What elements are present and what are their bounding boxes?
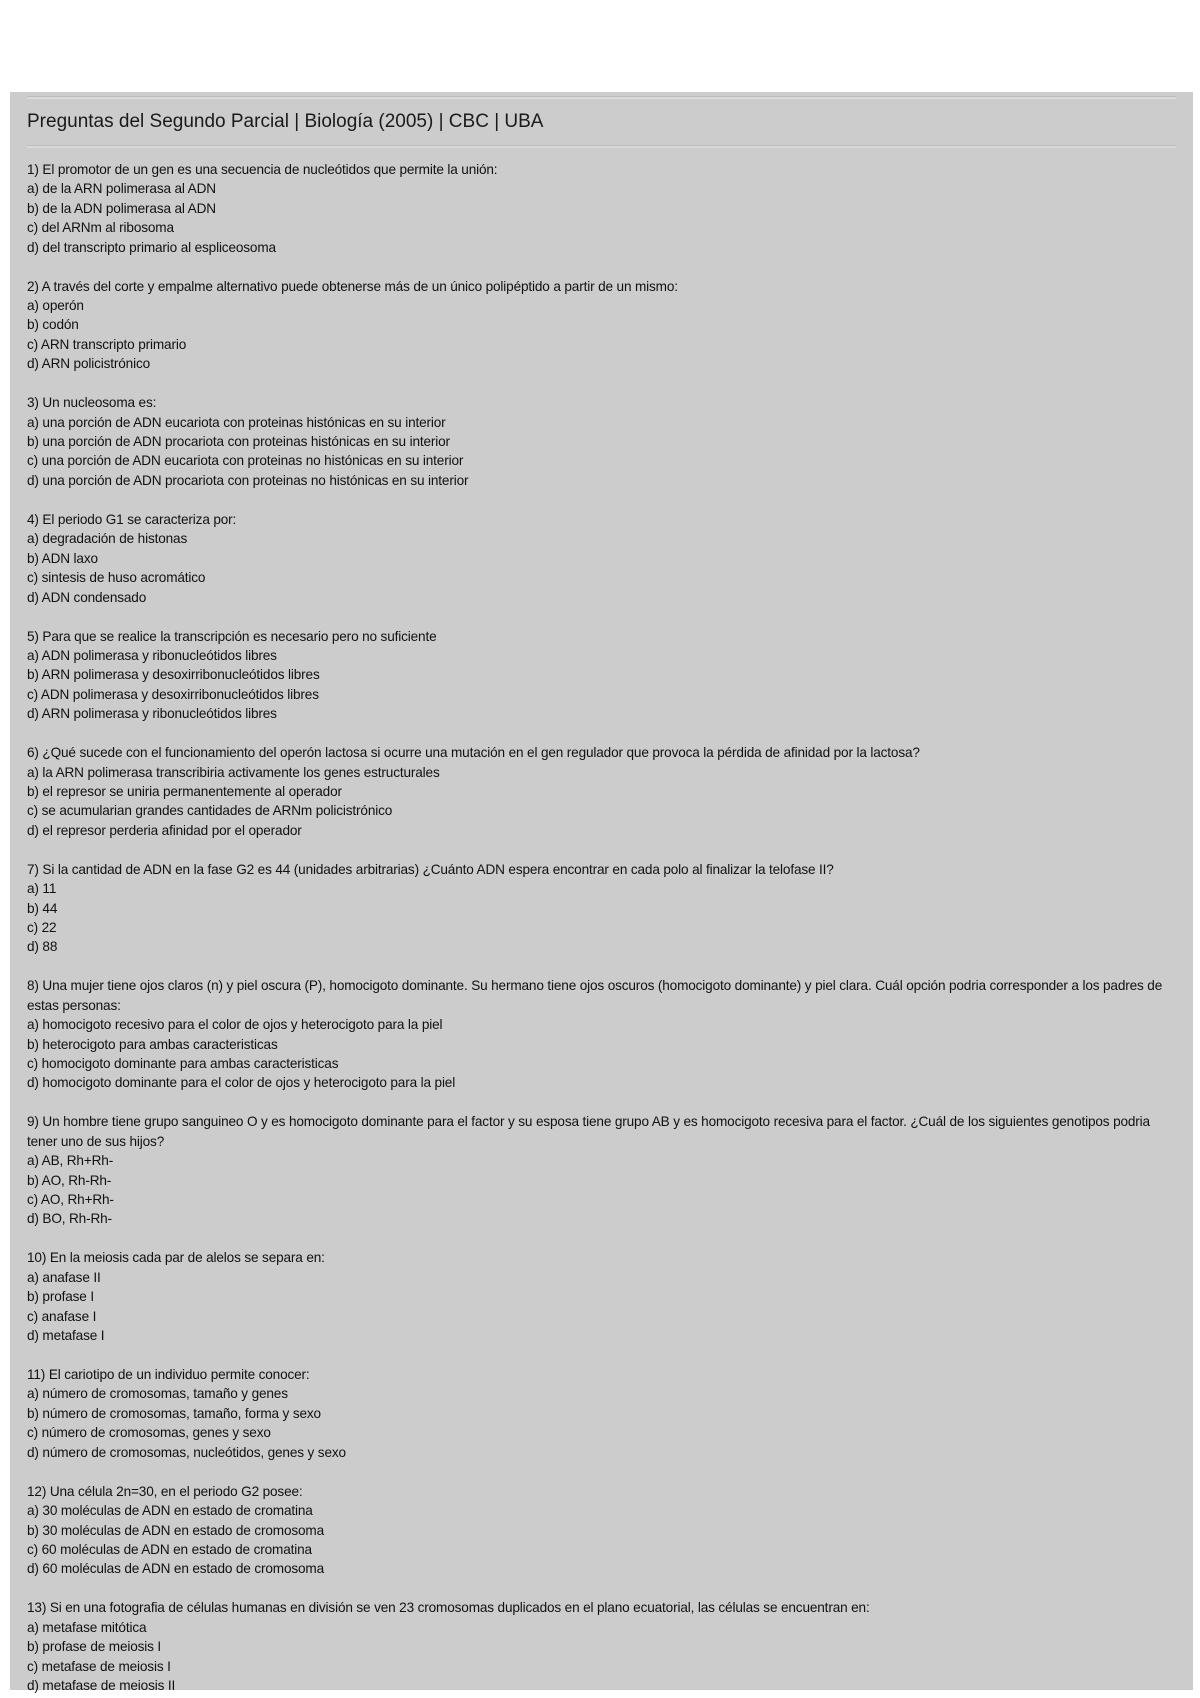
answer-option: c) anafase I (27, 1308, 97, 1324)
answer-option: b) ADN laxo (27, 550, 98, 566)
answer-option: a) metafase mitótica (27, 1619, 147, 1635)
answer-option: b) 44 (27, 900, 58, 916)
question-text: 9) Un hombre tiene grupo sanguineo O y es homocigoto dominante para el factor y su esposa tiene grupo AB y es homocigoto recesiva para el factor. ¿Cuál de los siguientes genotipos podria tener uno de sus hijos? (27, 1114, 1150, 1149)
page-title: Preguntas del Segundo Parcial | Biología (2005) | CBC | UBA (27, 111, 544, 132)
answer-options (27, 529, 1170, 607)
answer-option: a) operón (27, 298, 84, 314)
answer-option: d) ARN polimerasa y ribonucleótidos libres (27, 706, 277, 722)
answer-option: a) una porción de ADN eucariota con proteinas histónicas en su interior (27, 414, 446, 430)
answer-options (27, 646, 1170, 724)
answer-option: b) profase I (27, 1289, 94, 1305)
question-block (27, 160, 1176, 257)
question-text: 6) ¿Qué sucede con el funcionamiento del operón lactosa si ocurre una mutación en el gen regulador que provoca la pérdida de afinidad por la lactosa? (27, 745, 920, 761)
question-block (27, 860, 1176, 957)
answer-option: a) 11 (27, 881, 57, 897)
answer-option: c) 22 (27, 919, 57, 935)
answer-option: c) del ARNm al ribosoma (27, 220, 174, 236)
question-text: 13) Si en una fotografia de células humanas en división se ven 23 cromosomas duplicados en el plano ecuatorial, las células se encuentran en: (27, 1600, 870, 1616)
answer-option: d) una porción de ADN procariota con proteinas no histónicas en su interior (27, 472, 469, 488)
answer-option: c) número de cromosomas, genes y sexo (27, 1425, 271, 1441)
answer-options (27, 763, 1170, 841)
answer-option: d) BO, Rh-Rh- (27, 1211, 112, 1227)
answer-option: b) heterocigoto para ambas caracteristicas (27, 1036, 278, 1052)
answer-option: b) ARN polimerasa y desoxirribonucleótidos libres (27, 667, 320, 683)
answer-options (27, 179, 1170, 257)
answer-option: c) una porción de ADN eucariota con proteinas no histónicas en su interior (27, 453, 464, 469)
answer-option: c) AO, Rh+Rh- (27, 1192, 114, 1208)
answer-options (27, 1268, 1170, 1346)
answer-option: d) 60 moléculas de ADN en estado de cromosoma (27, 1561, 325, 1577)
answer-option: c) homocigoto dominante para ambas caracteristicas (27, 1056, 339, 1071)
answer-option: d) metafase I (27, 1328, 105, 1344)
question-block (27, 393, 1176, 490)
answer-option: d) número de cromosomas, nucleótidos, genes y sexo (27, 1444, 346, 1460)
answer-option: a) AB, Rh+Rh- (27, 1153, 114, 1169)
answer-options (27, 1015, 1170, 1093)
answer-option: a) ADN polimerasa y ribonucleótidos libres (27, 647, 277, 663)
question-block (27, 277, 1176, 374)
answer-options (27, 1384, 1170, 1462)
answer-option: d) homocigoto dominante para el color de ojos y heterocigoto para la piel (27, 1075, 456, 1091)
question-block (27, 1112, 1176, 1228)
document-panel (10, 92, 1193, 1693)
question-text: 5) Para que se realice la transcripción es necesario pero no suficiente (27, 628, 437, 644)
answer-options (27, 1501, 1170, 1579)
question-block (27, 743, 1176, 840)
question-block (27, 627, 1176, 724)
answer-option: b) codón (27, 317, 79, 333)
answer-option: b) AO, Rh-Rh- (27, 1172, 112, 1188)
answer-option: d) ADN condensado (27, 589, 147, 605)
answer-options (27, 413, 1170, 491)
answer-options (27, 296, 1170, 374)
answer-option: d) 88 (27, 939, 58, 955)
answer-option: c) metafase de meiosis I (27, 1658, 171, 1674)
question-text: 1) El promotor de un gen es una secuencia de nucleótidos que permite la unión: (27, 162, 498, 177)
answer-option: a) la ARN polimerasa transcribiria activamente los genes estructurales (27, 764, 440, 780)
answer-option: a) degradación de histonas (27, 531, 188, 547)
answer-option: d) el represor perderia afinidad por el operador (27, 822, 302, 838)
answer-option: d) del transcripto primario al espliceosoma (27, 239, 276, 255)
answer-options (27, 1151, 1170, 1229)
answer-option: b) una porción de ADN procariota con proteinas histónicas en su interior (27, 434, 450, 450)
question-text: 12) Una célula 2n=30, en el periodo G2 posee: (27, 1483, 303, 1499)
question-text: 3) Un nucleosoma es: (27, 395, 157, 411)
answer-option: a) anafase II (27, 1269, 101, 1285)
answer-option: a) de la ARN polimerasa al ADN (27, 181, 216, 197)
answer-options (27, 879, 1170, 957)
answer-option: a) homocigoto recesivo para el color de ojos y heterocigoto para la piel (27, 1017, 443, 1033)
answer-option: b) profase de meiosis I (27, 1639, 162, 1655)
question-block (27, 1365, 1176, 1462)
answer-option: a) 30 moléculas de ADN en estado de cromatina (27, 1503, 313, 1519)
answer-options (27, 1618, 1170, 1696)
answer-option: b) 30 moléculas de ADN en estado de cromosoma (27, 1522, 325, 1538)
answer-option: c) 60 moléculas de ADN en estado de cromatina (27, 1541, 312, 1557)
answer-option: b) número de cromosomas, tamaño, forma y sexo (27, 1405, 321, 1421)
answer-option: a) número de cromosomas, tamaño y genes (27, 1386, 288, 1402)
answer-option: d) ARN policistrónico (27, 356, 151, 372)
answer-option: c) ADN polimerasa y desoxirribonucleótidos libres (27, 686, 319, 702)
question-block (27, 1248, 1176, 1345)
question-text: 2) A través del corte y empalme alternativo puede obtenerse más de un único polipéptido a partir de un mismo: (27, 278, 678, 294)
question-block (27, 976, 1176, 1092)
question-text: 4) El periodo G1 se caracteriza por: (27, 511, 237, 527)
question-block (27, 510, 1176, 607)
question-text: 7) Si la cantidad de ADN en la fase G2 es 44 (unidades arbitrarias) ¿Cuánto ADN espera encontrar en cada polo al finalizar la telofase II? (27, 861, 834, 877)
answer-option: b) el represor se uniria permanentemente al operador (27, 783, 342, 799)
answer-option: c) se acumularian grandes cantidades de ARNm policistrónico (27, 803, 393, 819)
answer-option: d) metafase de meiosis II (27, 1677, 176, 1693)
question-block (27, 1482, 1176, 1579)
question-text: 11) El cariotipo de un individuo permite conocer: (27, 1367, 310, 1383)
question-block (27, 1598, 1176, 1695)
answer-option: b) de la ADN polimerasa al ADN (27, 200, 216, 216)
answer-option: c) ARN transcripto primario (27, 336, 187, 352)
question-list (27, 160, 1176, 1695)
title-divider (27, 145, 1176, 148)
question-text: 8) Una mujer tiene ojos claros (n) y piel oscura (P), homocigoto dominante. Su hermano tiene ojos oscuros (homocigoto dominante) y piel clara. Cuál opción podria corresponder a los padres de estas personas: (27, 978, 1163, 1013)
question-text: 10) En la meiosis cada par de alelos se separa en: (27, 1250, 325, 1266)
answer-option: c) sintesis de huso acromático (27, 570, 206, 586)
